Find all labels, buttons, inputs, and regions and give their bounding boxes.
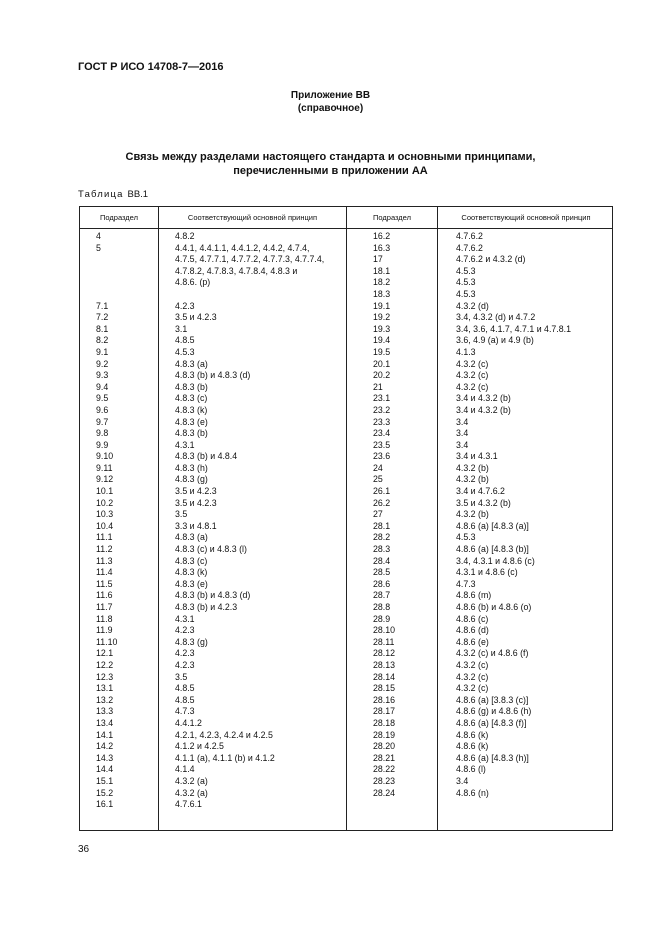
left-subsection-cell: 13.3 — [96, 706, 114, 717]
right-subsection-cell: 23.5 — [373, 439, 391, 450]
left-subsection-cell: 13.1 — [96, 683, 114, 694]
right-principle-cell: 3.4 и 4.3.2 (b) — [456, 393, 511, 404]
right-subsection-cell: 28.14 — [373, 671, 396, 682]
right-subsection-column — [373, 231, 433, 799]
right-subsection-cell: 28.5 — [373, 567, 391, 578]
right-principle-column — [456, 231, 646, 799]
right-subsection-cell: 19.4 — [373, 335, 391, 346]
left-principle-cell: 4.8.3 (e) — [175, 416, 208, 427]
left-subsection-cell: 5 — [96, 242, 101, 253]
left-principle-cell: 4.8.3 (b) — [175, 428, 208, 439]
left-principle-column — [175, 231, 365, 811]
right-principle-cell: 4.8.6 (k) — [456, 729, 489, 740]
left-subsection-column — [96, 231, 156, 811]
left-subsection-cell — [96, 277, 156, 289]
right-subsection-cell: 23.3 — [373, 416, 391, 427]
left-subsection-cell: 9.4 — [96, 381, 109, 392]
left-subsection-cell: 9.8 — [96, 428, 109, 439]
right-subsection-cell: 18.3 — [373, 288, 391, 299]
right-principle-cell: 4.3.2 (c) и 4.8.6 (f) — [456, 648, 529, 659]
right-principle-cell: 3.4 и 4.3.2 (b) — [456, 404, 511, 415]
right-subsection-cell: 28.13 — [373, 659, 396, 670]
right-subsection-cell: 23.1 — [373, 393, 391, 404]
right-principle-cell: 4.8.6 (c) — [456, 613, 489, 624]
left-principle-cell: 4.8.5 — [175, 335, 195, 346]
left-principle-cell: 3.3 и 4.8.1 — [175, 520, 217, 531]
right-subsection-cell: 18.1 — [373, 265, 391, 276]
right-principle-cell: 4.3.1 и 4.8.6 (c) — [456, 567, 518, 578]
left-principle-cell: 4.4.1, 4.4.1.1, 4.4.1.2, 4.4.2, 4.7.4, — [175, 242, 310, 253]
right-subsection-cell: 23.2 — [373, 404, 391, 415]
left-principle-cell: 4.7.6.1 — [175, 799, 202, 810]
left-subsection-cell: 4 — [96, 231, 101, 241]
right-subsection-cell: 28.3 — [373, 544, 391, 555]
right-subsection-cell: 17 — [373, 254, 383, 265]
column-header-principle-left: Соответствующий основной принцип — [187, 213, 318, 222]
right-subsection-cell: 28.16 — [373, 694, 396, 705]
left-principle-cell: 4.2.3 — [175, 648, 195, 659]
left-principle-cell: 4.8.5 — [175, 694, 195, 705]
left-subsection-cell: 7.2 — [96, 312, 109, 323]
left-principle-cell: 4.8.3 (a) — [175, 532, 208, 543]
right-principle-cell: 3.4, 4.3.1 и 4.8.6 (c) — [456, 555, 535, 566]
right-principle-cell: 3.4, 3.6, 4.1.7, 4.7.1 и 4.7.8.1 — [456, 323, 571, 334]
document-code: ГОСТ Р ИСО 14708-7—2016 — [78, 61, 224, 73]
left-subsection-cell: 14.2 — [96, 741, 114, 752]
annex-subtitle: (справочное) — [297, 103, 364, 114]
left-subsection-cell: 10.3 — [96, 509, 114, 520]
right-subsection-cell: 28.15 — [373, 683, 396, 694]
right-subsection-cell: 19.3 — [373, 323, 391, 334]
left-principle-cell: 3.5 и 4.2.3 — [175, 486, 217, 497]
left-subsection-cell: 7.1 — [96, 300, 109, 311]
left-subsection-cell: 13.4 — [96, 717, 114, 728]
page-number: 36 — [78, 844, 90, 855]
left-subsection-cell — [96, 254, 156, 266]
right-principle-cell: 4.8.6 (a) [4.8.3 (a)] — [456, 520, 529, 531]
right-principle-cell: 3.4 и 4.7.6.2 — [456, 486, 505, 497]
heading-line-2: перечисленными в приложении АА — [233, 165, 428, 177]
left-subsection-cell: 9.3 — [96, 370, 109, 381]
column-header-subsection-left: Подраздел — [100, 213, 138, 222]
right-subsection-cell: 28.24 — [373, 787, 396, 798]
left-subsection-cell — [96, 266, 156, 278]
right-principle-cell: 4.8.6 (n) — [456, 787, 489, 798]
right-principle-cell: 4.3.2 (b) — [456, 509, 489, 520]
right-principle-cell: 4.5.3 — [456, 532, 476, 543]
left-principle-cell: 3.1 — [175, 323, 188, 334]
left-principle-cell: 4.2.1, 4.2.3, 4.2.4 и 4.2.5 — [175, 729, 273, 740]
left-subsection-cell: 13.2 — [96, 694, 114, 705]
left-principle-cell: 3.5 — [175, 671, 188, 682]
right-principle-cell: 4.8.6 (k) — [456, 741, 489, 752]
right-principle-cell: 3.4 — [456, 428, 469, 439]
right-principle-cell: 4.3.2 (c) — [456, 683, 489, 694]
right-principle-cell: 4.8.6 (a) [4.8.3 (f)] — [456, 717, 527, 728]
section-heading — [0, 150, 661, 178]
right-subsection-cell: 28.4 — [373, 555, 391, 566]
table-label — [78, 189, 148, 200]
column-header-subsection-right: Подраздел — [373, 213, 411, 222]
right-subsection-cell: 28.1 — [373, 520, 391, 531]
right-subsection-cell: 24 — [373, 462, 383, 473]
right-subsection-cell: 28.8 — [373, 602, 391, 612]
right-principle-cell: 3.4 — [456, 775, 469, 786]
right-subsection-cell: 28.17 — [373, 706, 396, 717]
left-subsection-cell: 9.6 — [96, 404, 109, 415]
left-principle-cell: 4.8.3 (g) — [175, 474, 208, 485]
right-subsection-cell: 28.10 — [373, 625, 396, 636]
table-label-number: ВВ.1 — [127, 189, 149, 200]
left-subsection-cell: 14.3 — [96, 752, 114, 763]
right-principle-cell: 4.8.6 (a) [3.8.3 (c)] — [456, 694, 529, 705]
right-principle-cell: 4.8.6 (b) и 4.8.6 (o) — [456, 602, 532, 612]
right-subsection-cell: 26.1 — [373, 486, 391, 497]
right-subsection-cell: 28.20 — [373, 741, 396, 752]
left-subsection-cell: 11.6 — [96, 590, 113, 601]
left-subsection-cell: 9.10 — [96, 451, 114, 462]
right-subsection-cell: 16.3 — [373, 242, 391, 253]
right-principle-cell: 4.8.6 (g) и 4.8.6 (h) — [456, 706, 532, 717]
left-subsection-cell: 9.11 — [96, 462, 113, 473]
right-principle-cell: 4.8.6 (l) — [456, 764, 486, 775]
left-subsection-cell: 15.2 — [96, 787, 114, 798]
right-principle-cell: 4.8.6 (e) — [456, 636, 489, 647]
left-principle-cell: 4.2.3 — [175, 625, 195, 636]
left-principle-cell: 4.8.3 (b) и 4.8.3 (d) — [175, 370, 251, 381]
left-principle-cell: 4.3.2 (a) — [175, 775, 208, 786]
right-principle-cell: 4.3.2 (c) — [456, 381, 489, 392]
left-subsection-cell: 10.4 — [96, 520, 114, 531]
left-principle-cell: 4.3.2 (a) — [175, 787, 208, 798]
left-subsection-cell: 10.2 — [96, 497, 114, 508]
right-subsection-cell: 28.23 — [373, 775, 396, 786]
left-principle-cell: 4.8.3 (c) и 4.8.3 (l) — [175, 544, 247, 555]
left-subsection-cell: 16.1 — [96, 799, 114, 810]
right-principle-cell: 3.5 и 4.3.2 (b) — [456, 497, 511, 508]
right-subsection-cell: 28.11 — [373, 636, 395, 647]
heading-line-1: Связь между разделами настоящего стандарта и основными принципами, — [125, 151, 536, 163]
left-subsection-cell: 8.2 — [96, 335, 109, 346]
right-subsection-cell: 28.18 — [373, 717, 396, 728]
right-principle-cell: 4.5.3 — [456, 277, 476, 288]
left-principle-cell: 3.5 — [175, 509, 188, 520]
column-divider-3 — [437, 207, 438, 830]
right-principle-cell: 4.5.3 — [456, 288, 476, 299]
left-principle-cell: 4.2.3 — [175, 659, 195, 670]
left-principle-cell: 4.8.3 (b) и 4.8.4 — [175, 451, 238, 462]
left-subsection-cell: 11.3 — [96, 555, 113, 566]
right-principle-cell: 3.4 — [456, 416, 469, 427]
left-subsection-cell: 8.1 — [96, 323, 109, 334]
left-subsection-cell: 11.2 — [96, 544, 113, 555]
left-subsection-cell: 11.1 — [96, 532, 113, 543]
annex-title: Приложение ВВ — [290, 90, 371, 101]
right-principle-cell: 4.3.2 (d) — [456, 300, 489, 311]
right-principle-cell: 3.4 — [456, 439, 469, 450]
left-principle-cell: 4.7.3 — [175, 706, 195, 717]
right-principle-cell: 4.3.2 (c) — [456, 671, 489, 682]
right-subsection-cell: 19.1 — [373, 300, 391, 311]
table-label-word: Таблица — [78, 189, 124, 200]
right-subsection-cell: 28.19 — [373, 729, 396, 740]
left-principle-cell: 3.5 и 4.2.3 — [175, 312, 217, 323]
left-principle-cell: 4.8.3 (c) — [175, 393, 208, 404]
right-principle-cell: 3.6, 4.9 (a) и 4.9 (b) — [456, 335, 534, 346]
left-subsection-cell: 9.12 — [96, 474, 114, 485]
left-principle-cell: 4.7.8.2, 4.7.8.3, 4.7.8.4, 4.8.3 и — [175, 265, 298, 276]
right-subsection-cell: 20.2 — [373, 370, 391, 381]
right-principle-cell: 4.7.6.2 — [456, 231, 483, 241]
left-principle-cell: 4.8.3 (k) — [175, 404, 208, 415]
right-subsection-cell: 16.2 — [373, 231, 391, 241]
left-principle-cell: 4.7.5, 4.7.7.1, 4.7.7.2, 4.7.7.3, 4.7.7.4, — [175, 254, 325, 265]
right-principle-cell: 4.3.2 (b) — [456, 462, 489, 473]
left-principle-cell: 4.8.3 (b) — [175, 381, 208, 392]
right-principle-cell: 4.3.2 (c) — [456, 659, 489, 670]
left-subsection-cell: 11.10 — [96, 636, 118, 647]
left-principle-cell: 4.1.2 и 4.2.5 — [175, 741, 224, 752]
right-subsection-cell: 18.2 — [373, 277, 391, 288]
right-principle-cell: 4.8.6 (a) [4.8.3 (b)] — [456, 544, 529, 555]
left-principle-cell: 4.8.3 (b) и 4.8.3 (d) — [175, 590, 251, 601]
left-principle-cell: 4.8.6. (p) — [175, 277, 211, 288]
right-principle-cell: 4.1.3 — [456, 346, 476, 357]
left-principle-cell: 4.8.3 (h) — [175, 462, 208, 473]
right-principle-cell: 4.3.2 (b) — [456, 474, 489, 485]
right-principle-cell: 4.8.6 (m) — [456, 590, 492, 601]
left-principle-cell: 4.3.1 — [175, 613, 195, 624]
right-subsection-cell: 21 — [373, 381, 383, 392]
left-subsection-cell: 12.3 — [96, 671, 114, 682]
column-header-principle-right: Соответствующий основной принцип — [461, 213, 591, 222]
right-subsection-cell: 28.7 — [373, 590, 391, 601]
left-principle-cell: 4.8.3 (b) и 4.2.3 — [175, 602, 238, 612]
left-principle-cell: 4.5.3 — [175, 346, 195, 357]
right-principle-cell: 3.4 и 4.3.1 — [456, 451, 498, 462]
right-subsection-cell: 23.6 — [373, 451, 391, 462]
right-principle-cell: 4.7.6.2 — [456, 242, 483, 253]
left-principle-cell: 4.1.1 (a), 4.1.1 (b) и 4.1.2 — [175, 752, 275, 763]
left-subsection-cell: 11.9 — [96, 625, 113, 636]
left-principle-cell: 4.3.1 — [175, 439, 195, 450]
left-principle-cell: 4.2.3 — [175, 300, 195, 311]
left-subsection-cell: 11.4 — [96, 567, 113, 578]
left-principle-cell: 4.8.5 — [175, 683, 195, 694]
left-subsection-cell: 14.4 — [96, 764, 114, 775]
left-principle-cell: 4.8.3 (c) — [175, 555, 208, 566]
left-subsection-cell: 11.8 — [96, 613, 113, 624]
left-subsection-cell: 9.7 — [96, 416, 109, 427]
left-principle-cell: 4.8.3 (e) — [175, 578, 208, 589]
left-subsection-cell: 12.2 — [96, 659, 114, 670]
left-subsection-cell: 9.2 — [96, 358, 109, 369]
right-subsection-cell: 25 — [373, 474, 383, 485]
left-subsection-cell — [96, 289, 156, 301]
right-principle-cell: 3.4, 4.3.2 (d) и 4.7.2 — [456, 312, 536, 323]
right-subsection-cell: 28.12 — [373, 648, 396, 659]
left-subsection-cell: 9.5 — [96, 393, 109, 404]
right-principle-cell: 4.3.2 (c) — [456, 370, 489, 381]
right-subsection-cell: 20.1 — [373, 358, 391, 369]
left-subsection-cell: 10.1 — [96, 486, 114, 497]
right-subsection-cell: 28.2 — [373, 532, 391, 543]
right-principle-cell: 4.8.6 (a) [4.8.3 (h)] — [456, 752, 529, 763]
left-subsection-cell: 15.1 — [96, 775, 114, 786]
left-subsection-cell: 11.7 — [96, 602, 113, 612]
right-subsection-cell: 26.2 — [373, 497, 391, 508]
right-subsection-cell: 28.21 — [373, 752, 396, 763]
right-principle-cell: 4.7.3 — [456, 578, 476, 589]
left-subsection-cell: 14.1 — [96, 729, 114, 740]
right-principle-cell: 4.3.2 (c) — [456, 358, 489, 369]
right-principle-cell: 4.7.6.2 и 4.3.2 (d) — [456, 254, 526, 265]
left-principle-cell: 4.8.2 — [175, 231, 195, 241]
left-principle-cell: 4.4.1.2 — [175, 717, 202, 728]
right-subsection-cell: 19.2 — [373, 312, 391, 323]
right-subsection-cell: 19.5 — [373, 346, 391, 357]
left-subsection-cell: 11.5 — [96, 578, 113, 589]
left-principle-cell: 4.1.4 — [175, 764, 195, 775]
left-subsection-cell: 9.1 — [96, 346, 109, 357]
right-subsection-cell: 28.22 — [373, 764, 396, 775]
left-principle-cell: 3.5 и 4.2.3 — [175, 497, 217, 508]
right-subsection-cell: 27 — [373, 509, 383, 520]
left-principle-cell: 4.8.3 (a) — [175, 358, 208, 369]
right-principle-cell: 4.5.3 — [456, 265, 476, 276]
left-principle-cell: 4.8.3 (g) — [175, 636, 208, 647]
column-divider-1 — [158, 207, 159, 830]
right-principle-cell: 4.8.6 (d) — [456, 625, 489, 636]
left-subsection-cell: 12.1 — [96, 648, 114, 659]
right-subsection-cell: 28.6 — [373, 578, 391, 589]
left-principle-cell — [175, 289, 365, 301]
right-subsection-cell: 28.9 — [373, 613, 391, 624]
right-subsection-cell: 23.4 — [373, 428, 391, 439]
left-principle-cell: 4.8.3 (k) — [175, 567, 208, 578]
left-subsection-cell: 9.9 — [96, 439, 109, 450]
